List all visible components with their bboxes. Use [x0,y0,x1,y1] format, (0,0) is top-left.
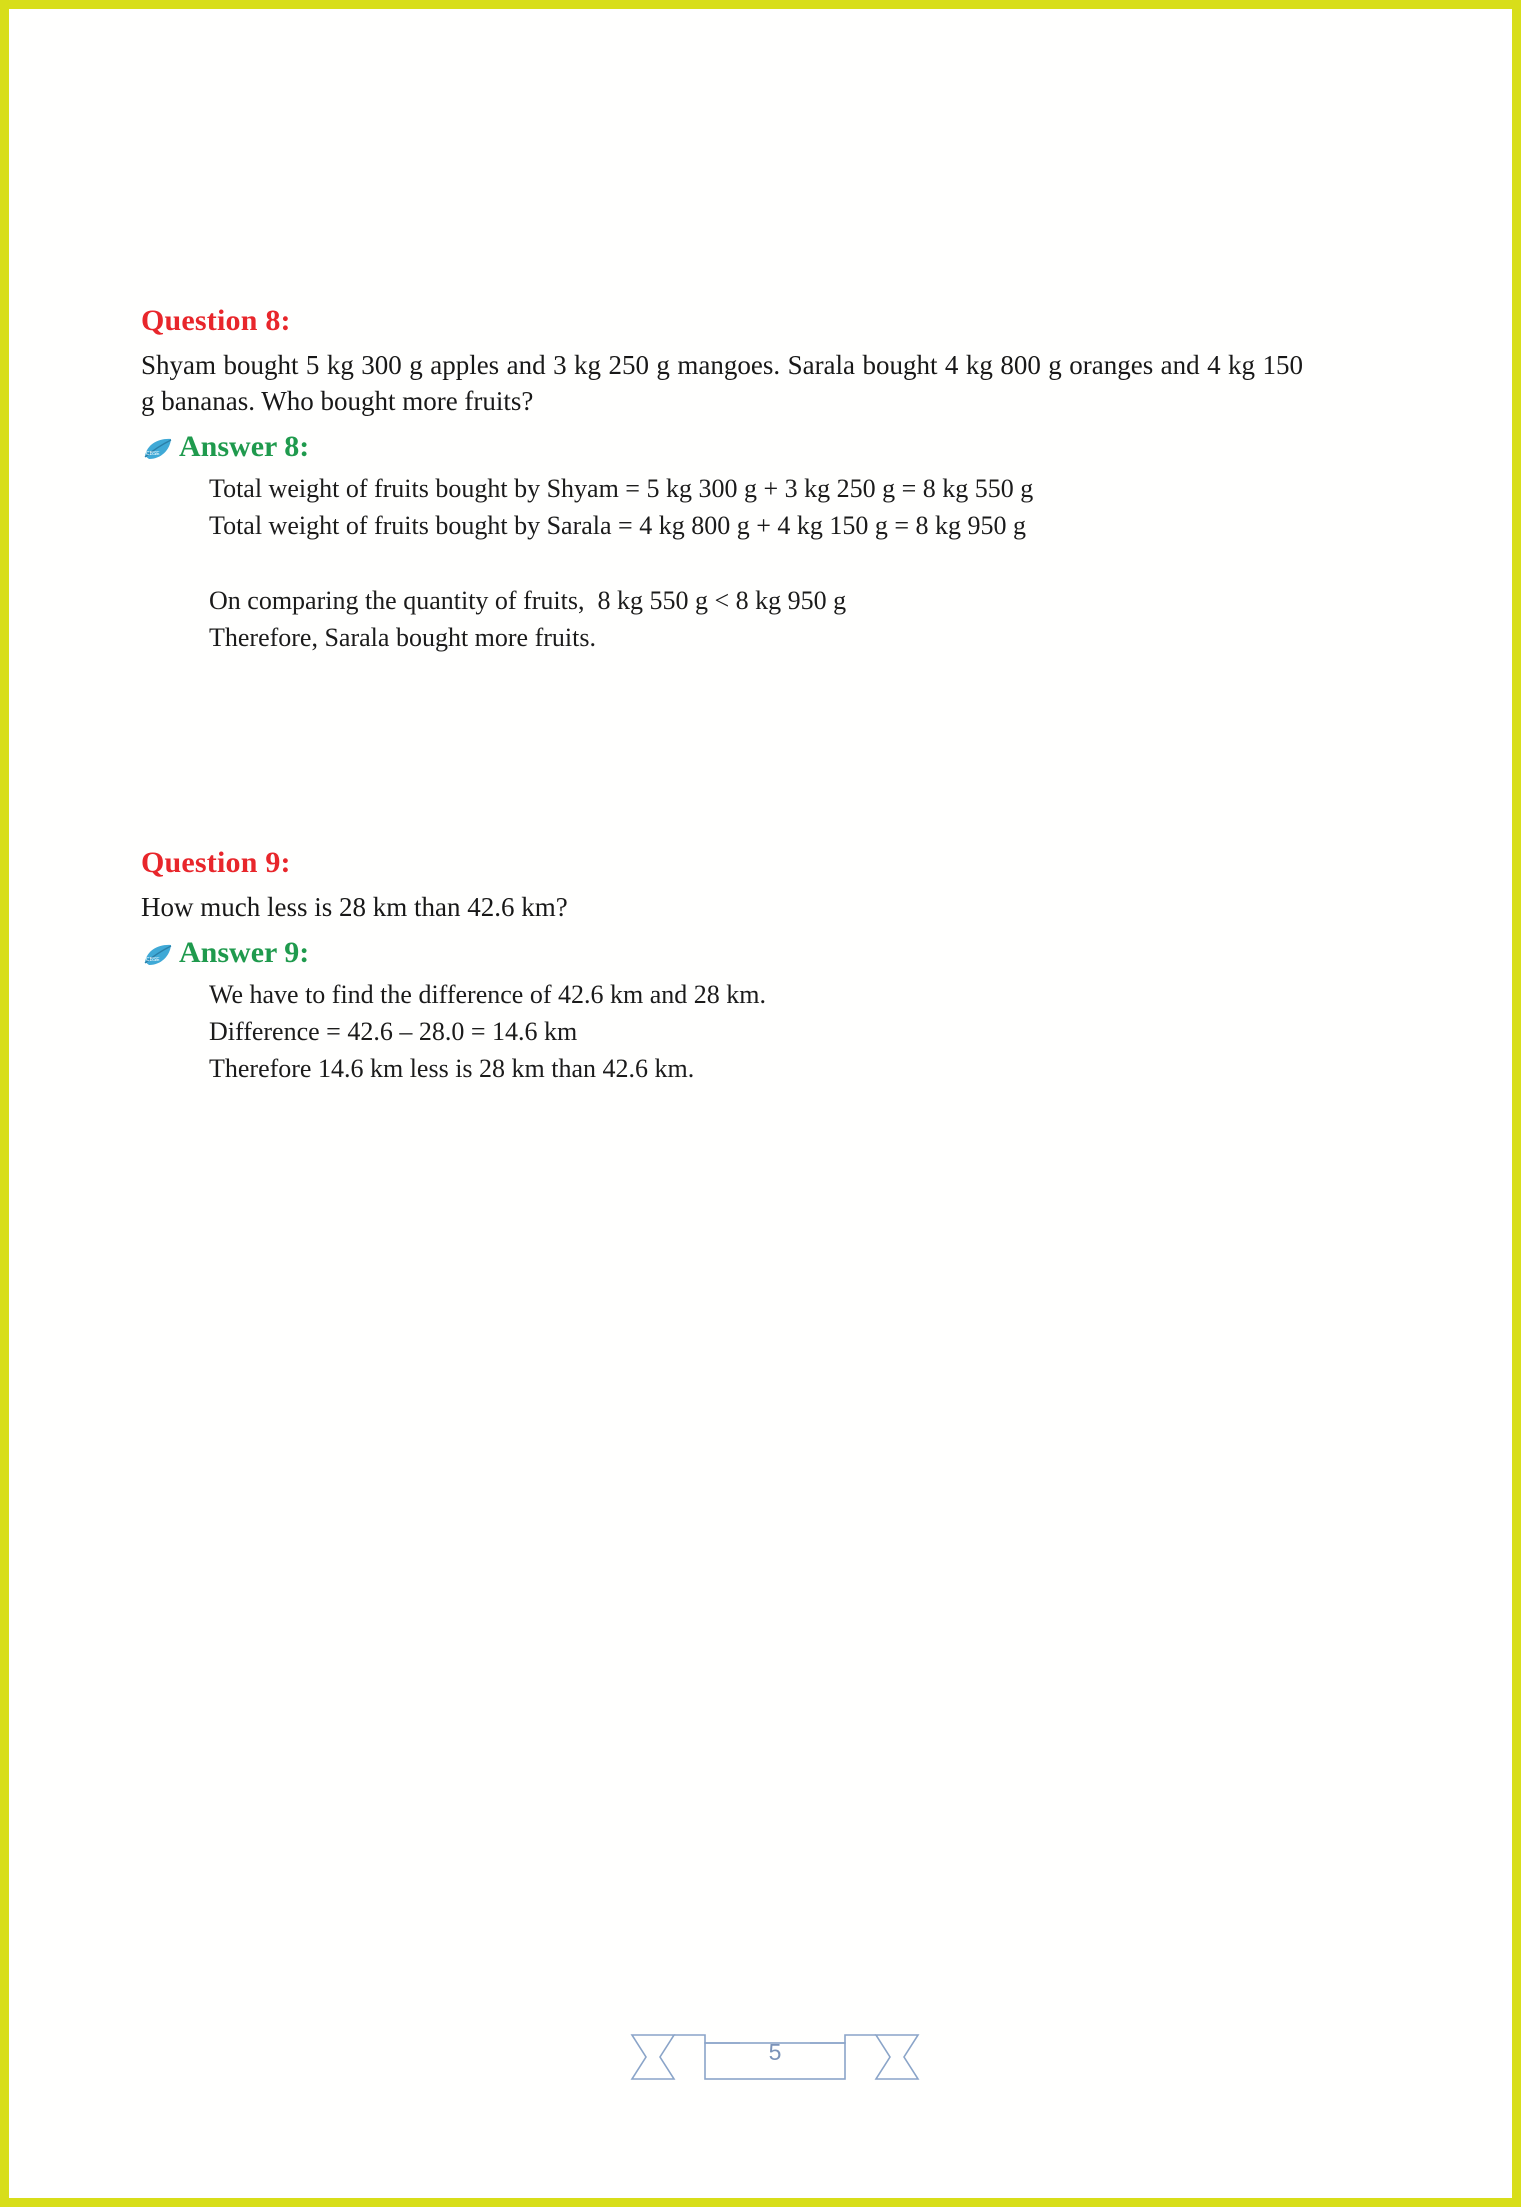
answer-line: Difference = 42.6 – 28.0 = 14.6 km [209,1017,578,1047]
answer-body [209,977,1411,1088]
answer-line: Therefore 14.6 km less is 28 km than 42.6 km. [209,1053,695,1083]
block-spacer [141,657,1411,845]
answer-header [141,429,1411,465]
page-number-ribbon [630,2013,920,2089]
page-canvas [18,18,1503,2189]
answer-header [141,935,1411,971]
question-heading: Question 8: [141,304,291,337]
svg-text:CBSE: CBSE [146,451,160,458]
page-number: 5 [768,2039,782,2065]
question-heading: Question 9: [141,845,291,879]
answer-line: Total weight of fruits bought by Sarala = 4 kg 800 g + 4 kg 150 g = 8 kg 950 g [209,511,1027,541]
answer-line: Total weight of fruits bought by Shyam = 5 kg 300 g + 3 kg 250 g = 8 kg 550 g [209,474,1034,504]
leaf-icon [141,942,175,970]
document-content [141,303,1411,1088]
answer-line: We have to find the difference of 42.6 km and 28 km. [209,980,766,1010]
svg-text:CBSE: CBSE [146,957,160,964]
qa-block-8 [141,303,1411,657]
answer-line: Therefore, Sarala bought more fruits. [209,623,596,653]
answer-line: On comparing the quantity of fruits, 8 kg 550 g < 8 kg 950 g [209,586,847,616]
answer-line-blank [209,545,1411,583]
answer-heading: Answer 9: [179,936,310,970]
answer-heading: Answer 8: [179,430,310,464]
answer-body [209,471,1411,657]
question-text: How much less is 28 km than 42.6 km? [141,891,568,922]
qa-block-9 [141,845,1411,1088]
question-text: Shyam bought 5 kg 300 g apples and 3 kg 250 g mangoes. Sarala bought 4 kg 800 g oranges and 4 kg 150 g bananas. Who bought more fruits? [141,350,1303,417]
leaf-icon [141,436,175,464]
